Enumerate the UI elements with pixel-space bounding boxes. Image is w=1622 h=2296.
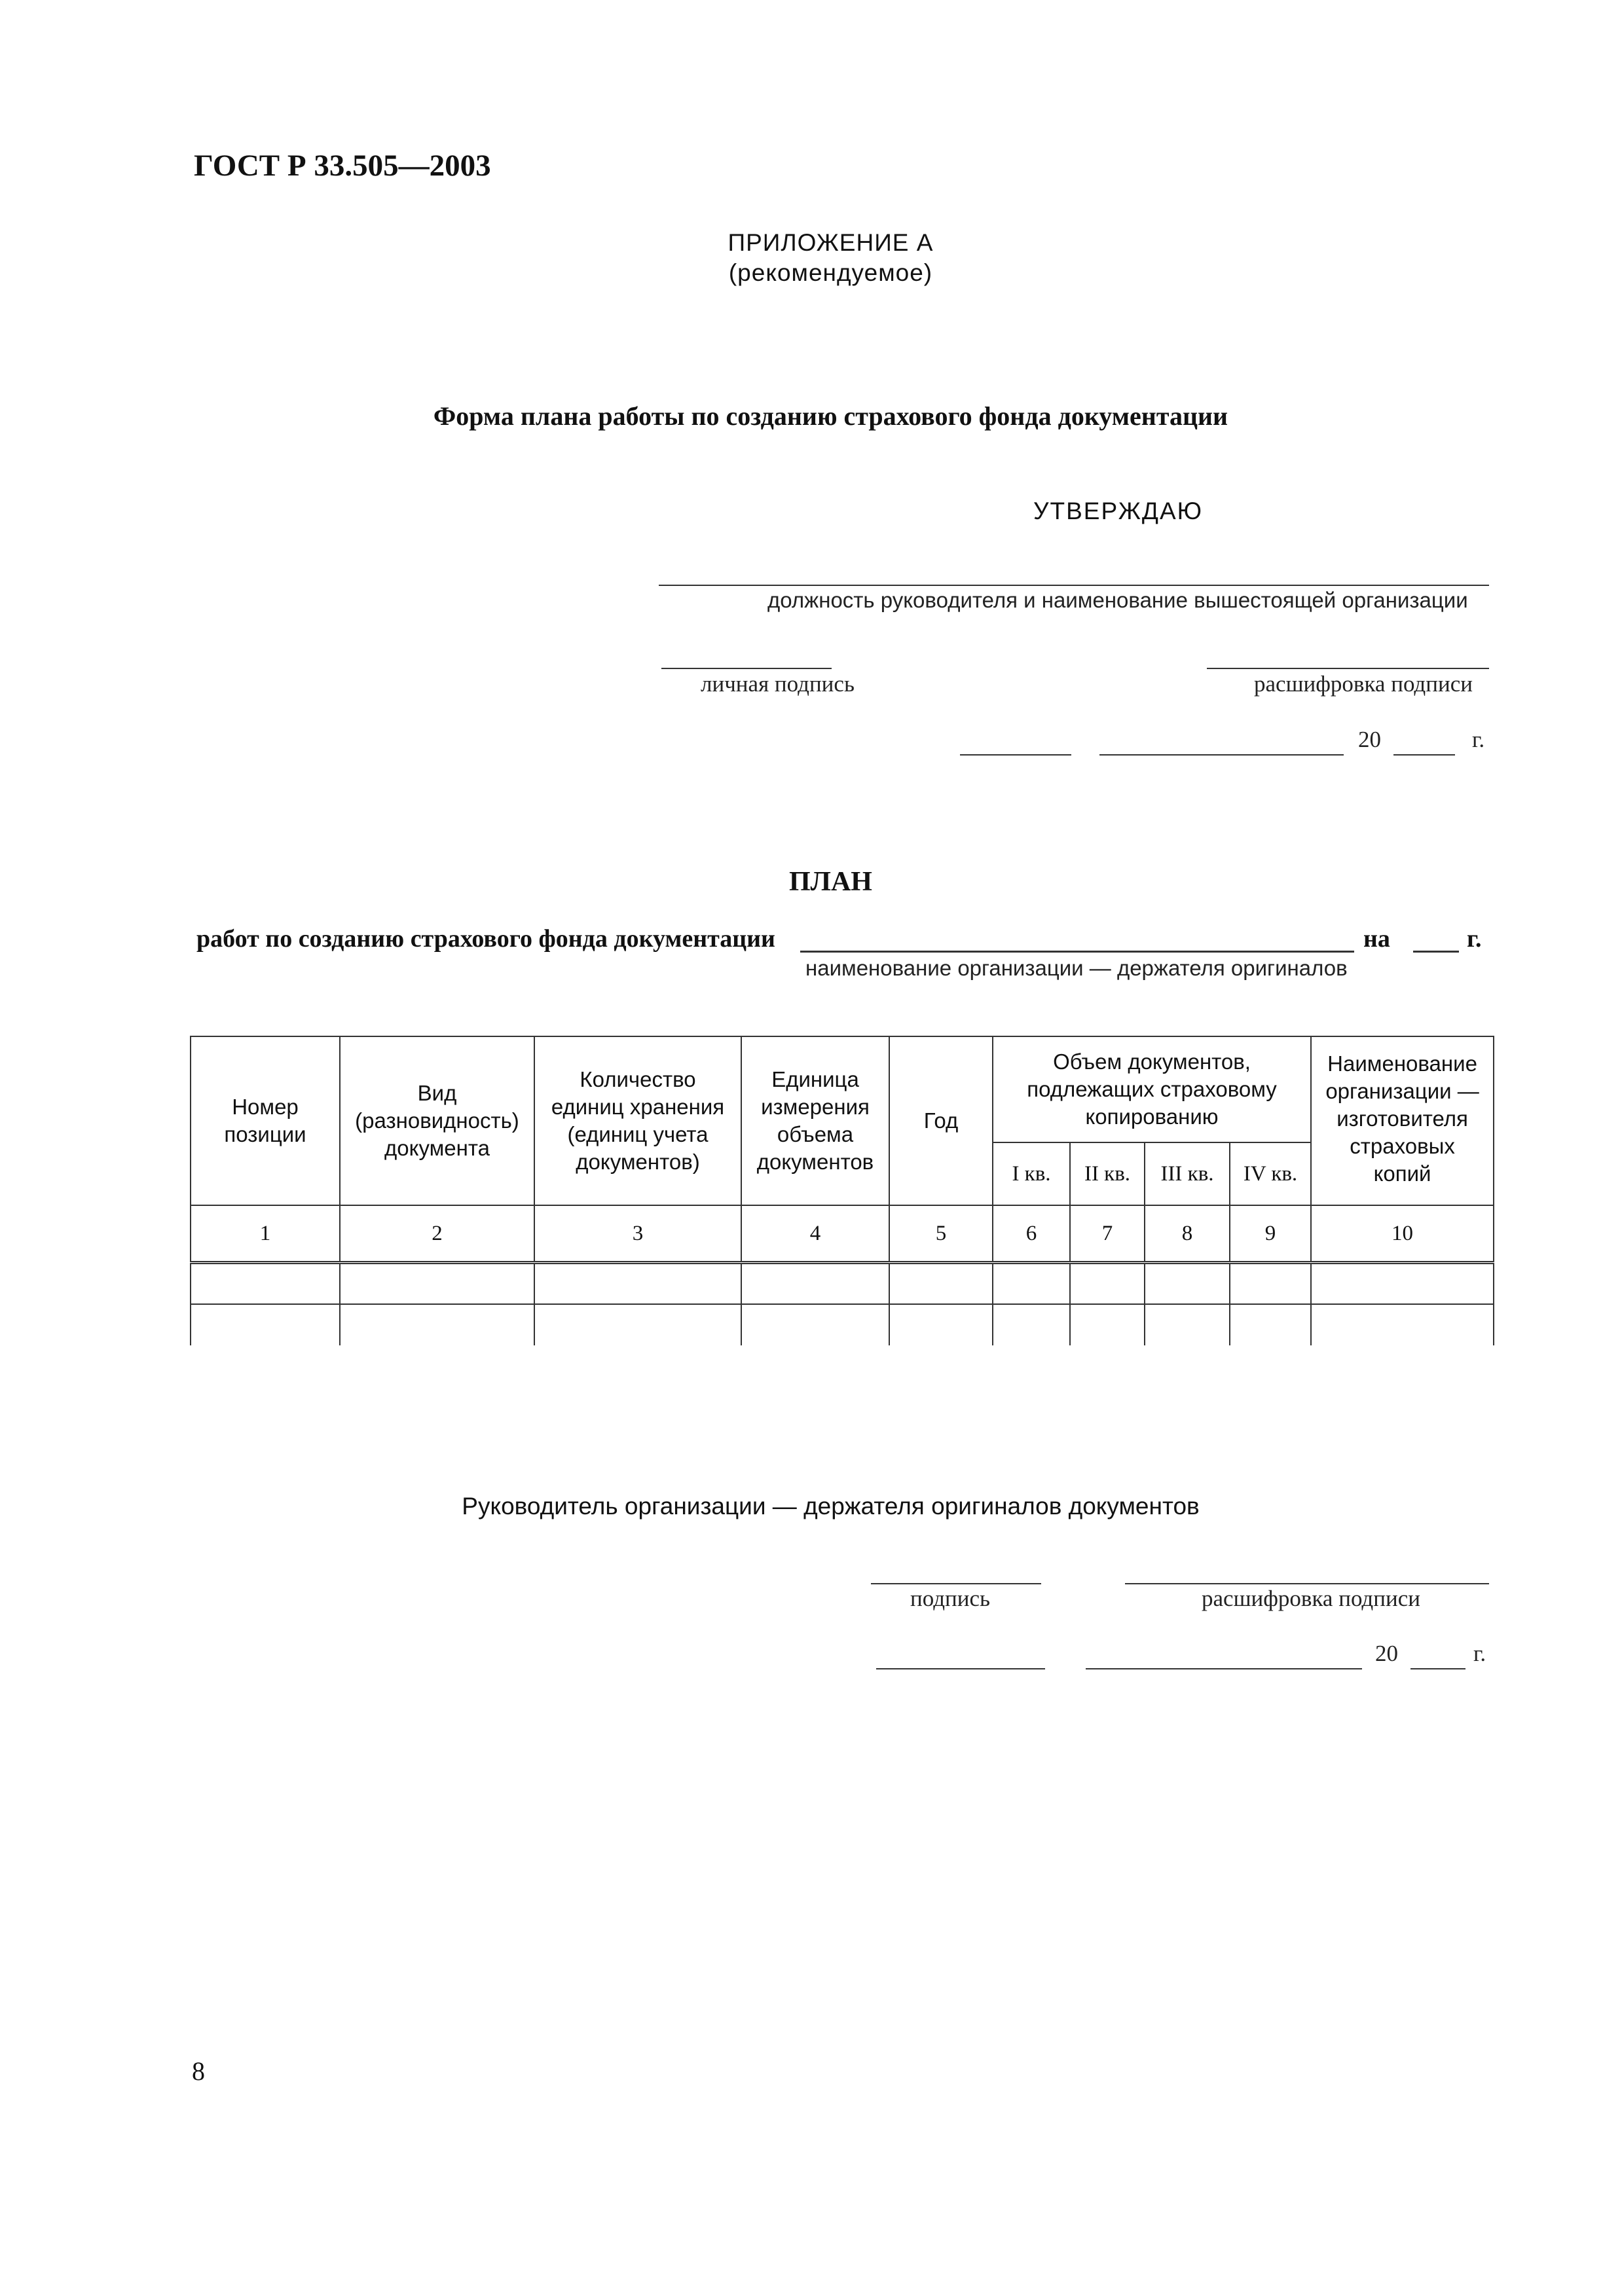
footer-signature-line [871,1583,1041,1584]
date-month-line [1099,754,1344,756]
date-year-line [1393,754,1455,756]
table-cell[interactable] [993,1304,1070,1345]
table-cell[interactable] [1070,1263,1145,1305]
approval-word: УТВЕРЖДАЮ [1033,498,1204,524]
table-cell[interactable] [340,1263,534,1305]
date-day-line [960,754,1071,756]
header-quarter-2: II кв. [1070,1142,1145,1205]
table-cell[interactable] [741,1304,889,1345]
column-number-row [191,1205,1494,1263]
table-row [191,1304,1494,1345]
column-number: 4 [741,1205,889,1263]
header-quarter-4: IV кв. [1230,1142,1311,1205]
appendix-title: ПРИЛОЖЕНИЕ А [728,229,934,256]
column-number: 5 [889,1205,993,1263]
column-number: 1 [191,1205,340,1263]
date-year-suffix: г. [1472,727,1485,752]
table-cell[interactable] [1070,1304,1145,1345]
column-number: 3 [534,1205,741,1263]
organization-caption: наименование организации — держателя оригиналов [805,956,1348,980]
column-number: 6 [993,1205,1070,1263]
header-position-number: Номер позиции [191,1036,340,1205]
column-number: 9 [1230,1205,1311,1263]
header-quarter-1: I кв. [993,1142,1070,1205]
table-cell[interactable] [1145,1263,1230,1305]
signature-caption: личная подпись [701,671,855,697]
column-number: 2 [340,1205,534,1263]
table-cell[interactable] [741,1263,889,1305]
header-document-type: Вид (разновидность) документа [340,1036,534,1205]
header-year: Год [889,1036,993,1205]
plan-subtitle: работ по созданию страхового фонда документации [196,925,775,953]
table-cell[interactable] [1145,1304,1230,1345]
header-quarter-3: III кв. [1145,1142,1230,1205]
table-cell[interactable] [340,1304,534,1345]
footer-signature-caption: подпись [910,1586,990,1611]
table-row [191,1263,1494,1305]
footer-date-year-suffix: г. [1473,1641,1486,1666]
column-number: 7 [1070,1205,1145,1263]
table-cell[interactable] [534,1263,741,1305]
header-volume-group: Объем документов, подлежащих страховому копированию [993,1036,1311,1142]
table-cell[interactable] [534,1304,741,1345]
appendix-subtitle: (рекомендуемое) [728,259,933,286]
position-caption: должность руководителя и наименование вышестоящей организации [767,588,1468,612]
footer-head-text: Руководитель организации — держателя оригиналов документов [462,1493,1200,1520]
header-volume-unit: Единица измерения объема документов [741,1036,889,1205]
decoding-caption: расшифровка подписи [1254,671,1473,697]
table-cell[interactable] [1311,1263,1494,1305]
table-cell[interactable] [191,1263,340,1305]
column-number: 8 [1145,1205,1230,1263]
page-number: 8 [192,2056,205,2086]
footer-date-year-line [1410,1668,1465,1669]
table-cell[interactable] [889,1263,993,1305]
plan-na: на [1363,925,1390,953]
position-line [659,585,1489,586]
document-code: ГОСТ Р 33.505—2003 [194,149,491,183]
footer-date-month-line [1086,1668,1362,1669]
table-cell[interactable] [889,1304,993,1345]
table-cell[interactable] [1311,1304,1494,1345]
footer-decoding-line [1125,1583,1489,1584]
footer-date-day-line [876,1668,1045,1669]
decoding-line [1207,668,1489,669]
signature-line [661,668,832,669]
form-title: Форма плана работы по созданию страхового фонда документации [433,401,1228,431]
footer-date-year-prefix: 20 [1375,1641,1398,1666]
organization-line [800,951,1354,953]
plan-year-line [1413,951,1459,953]
table-cell[interactable] [191,1304,340,1345]
plan-heading: ПЛАН [789,867,872,897]
footer-decoding-caption: расшифровка подписи [1202,1586,1420,1611]
plan-year-suffix: г. [1467,925,1482,953]
header-copy-maker: Наименование организации — изготовителя страховых копий [1311,1036,1494,1205]
table-cell[interactable] [1230,1263,1311,1305]
header-storage-units: Количество единиц хранения (единиц учета документов) [534,1036,741,1205]
date-year-prefix: 20 [1358,727,1381,752]
plan-table [190,1036,1494,1345]
table-cell[interactable] [1230,1304,1311,1345]
column-number: 10 [1311,1205,1494,1263]
table-cell[interactable] [993,1263,1070,1305]
